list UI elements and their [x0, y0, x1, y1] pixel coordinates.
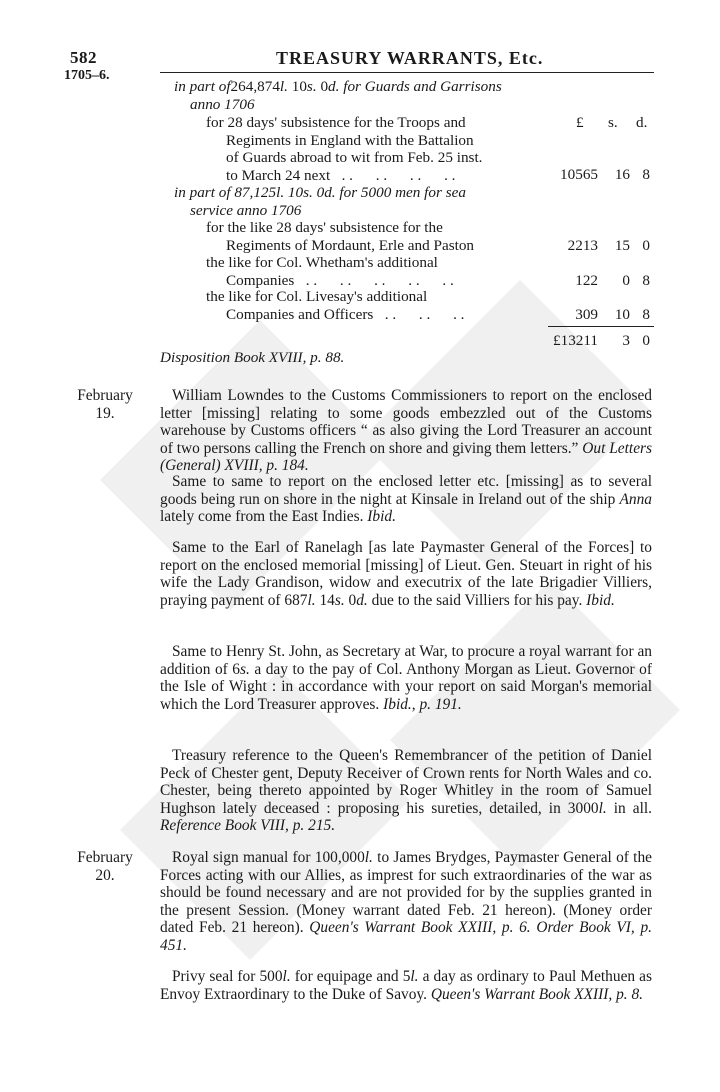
item-1-text: for 28 days' subsistence for the Troops and Regiments in England with the Battalion of Guards abroad to wit from Feb. 25 inst. to March 24 next . . . . . . . . — [206, 114, 483, 184]
page-number: 582 — [70, 48, 97, 67]
date-february-20: February 20. — [77, 849, 133, 884]
item-3-amount: 122 0 8 — [575, 272, 650, 289]
date-february-19: February 19. — [77, 387, 133, 422]
table-heading-1: in part of264,874l. 10s. 0d. for Guards and Garrisons — [174, 78, 502, 95]
item-2-amount: 2213 15 0 — [567, 237, 650, 254]
sum-rule — [548, 326, 654, 327]
table-heading-2: in part of 87,125l. 10s. 0d. for 5000 men for sea — [174, 184, 466, 201]
entry-7: Privy seal for 500l. for equipage and 5l. a day as ordinary to Paul Methuen as Envoy Extraordinary to the Duke of Savoy. Queen's Warrant Book XXIII, p. 8. — [160, 968, 652, 1003]
total-amount: £13211 3 0 — [553, 332, 650, 349]
entry-4: Same to Henry St. John, as Secretary at War, to procure a royal warrant for an addition of 6s. a day to the pay of Col. Anthony Morgan as Lieut. Governor of the Isle of Wight : in accordance with your report on said Morgan's memorial which the Lord Treasurer approves. Ibid., p. 191. — [160, 643, 652, 713]
entry-1: William Lowndes to the Customs Commissioners to report on the enclosed letter [missing] relating to some goods embezzled out of the Customs warehouse by Customs officers “ as also giving the Lord Treasurer an account of two persons calling the French on shore and giving them letters.” Out Letters (General) XVIII, p. 184. — [160, 387, 653, 475]
table-heading-2-cont: service anno 1706 — [190, 202, 302, 219]
entry-6: Royal sign manual for 100,000l. to James Brydges, Paymaster General of the Forces acting with our Allies, as imprest for such extraordinaries of the war as should be found necessary and are not provided for by the supplies granted in the present Session. (Money warrant dated Feb. 21 hereon). (Money order dated Feb. 21 hereon). Queen's Warrant Book XXIII, p. 6. Order Book VI, p. 451. — [160, 849, 653, 954]
year-label: 1705–6. — [64, 68, 110, 83]
item-4-amount: 309 10 8 — [575, 306, 650, 323]
item-2-text: for the like 28 days' subsistence for the Regiments of Mordaunt, Erle and Paston — [206, 219, 475, 254]
item-1-amount: 10565 16 8 — [560, 166, 650, 183]
item-3-text: the like for Col. Whetham's additional Companies . . . . . . . . . . — [206, 254, 454, 289]
entry-3: Same to the Earl of Ranelagh [as late Paymaster General of the Forces] to report on the enclosed memorial [missing] of Lieut. Gen. Steuart in right of his wife the Lady Grandison, widow and executrix of the late Brigadier Villiers, praying payment of 687l. 14s. 0d. due to the said Villiers for his pay. Ibid. — [160, 539, 652, 609]
table-source: Disposition Book XVIII, p. 88. — [160, 349, 345, 366]
table-heading-1-cont: anno 1706 — [190, 96, 255, 113]
entry-2: Same to same to report on the enclosed letter etc. [missing] as to several goods being run on shore in the night at Kinsale in Ireland out of the ship Anna lately come from the East Indies. Ibid. — [160, 473, 652, 526]
header-rule — [160, 72, 654, 73]
column-headings: £ s. d. — [576, 114, 648, 131]
running-title: TREASURY WARRANTS, Etc. — [276, 48, 544, 68]
entry-5: Treasury reference to the Queen's Remembrancer of the petition of Daniel Peck of Chester gent, Deputy Receiver of Crown rents for North Wales and co. Chester, being thereto appointed by Roger Whitley in the room of Samuel Hughson lately deceased : proposing his sureties, detailed, in 3000l. in all. Reference Book VIII, p. 215. — [160, 747, 652, 835]
item-4-text: the like for Col. Livesay's additional Companies and Officers . . . . . . — [206, 288, 465, 323]
